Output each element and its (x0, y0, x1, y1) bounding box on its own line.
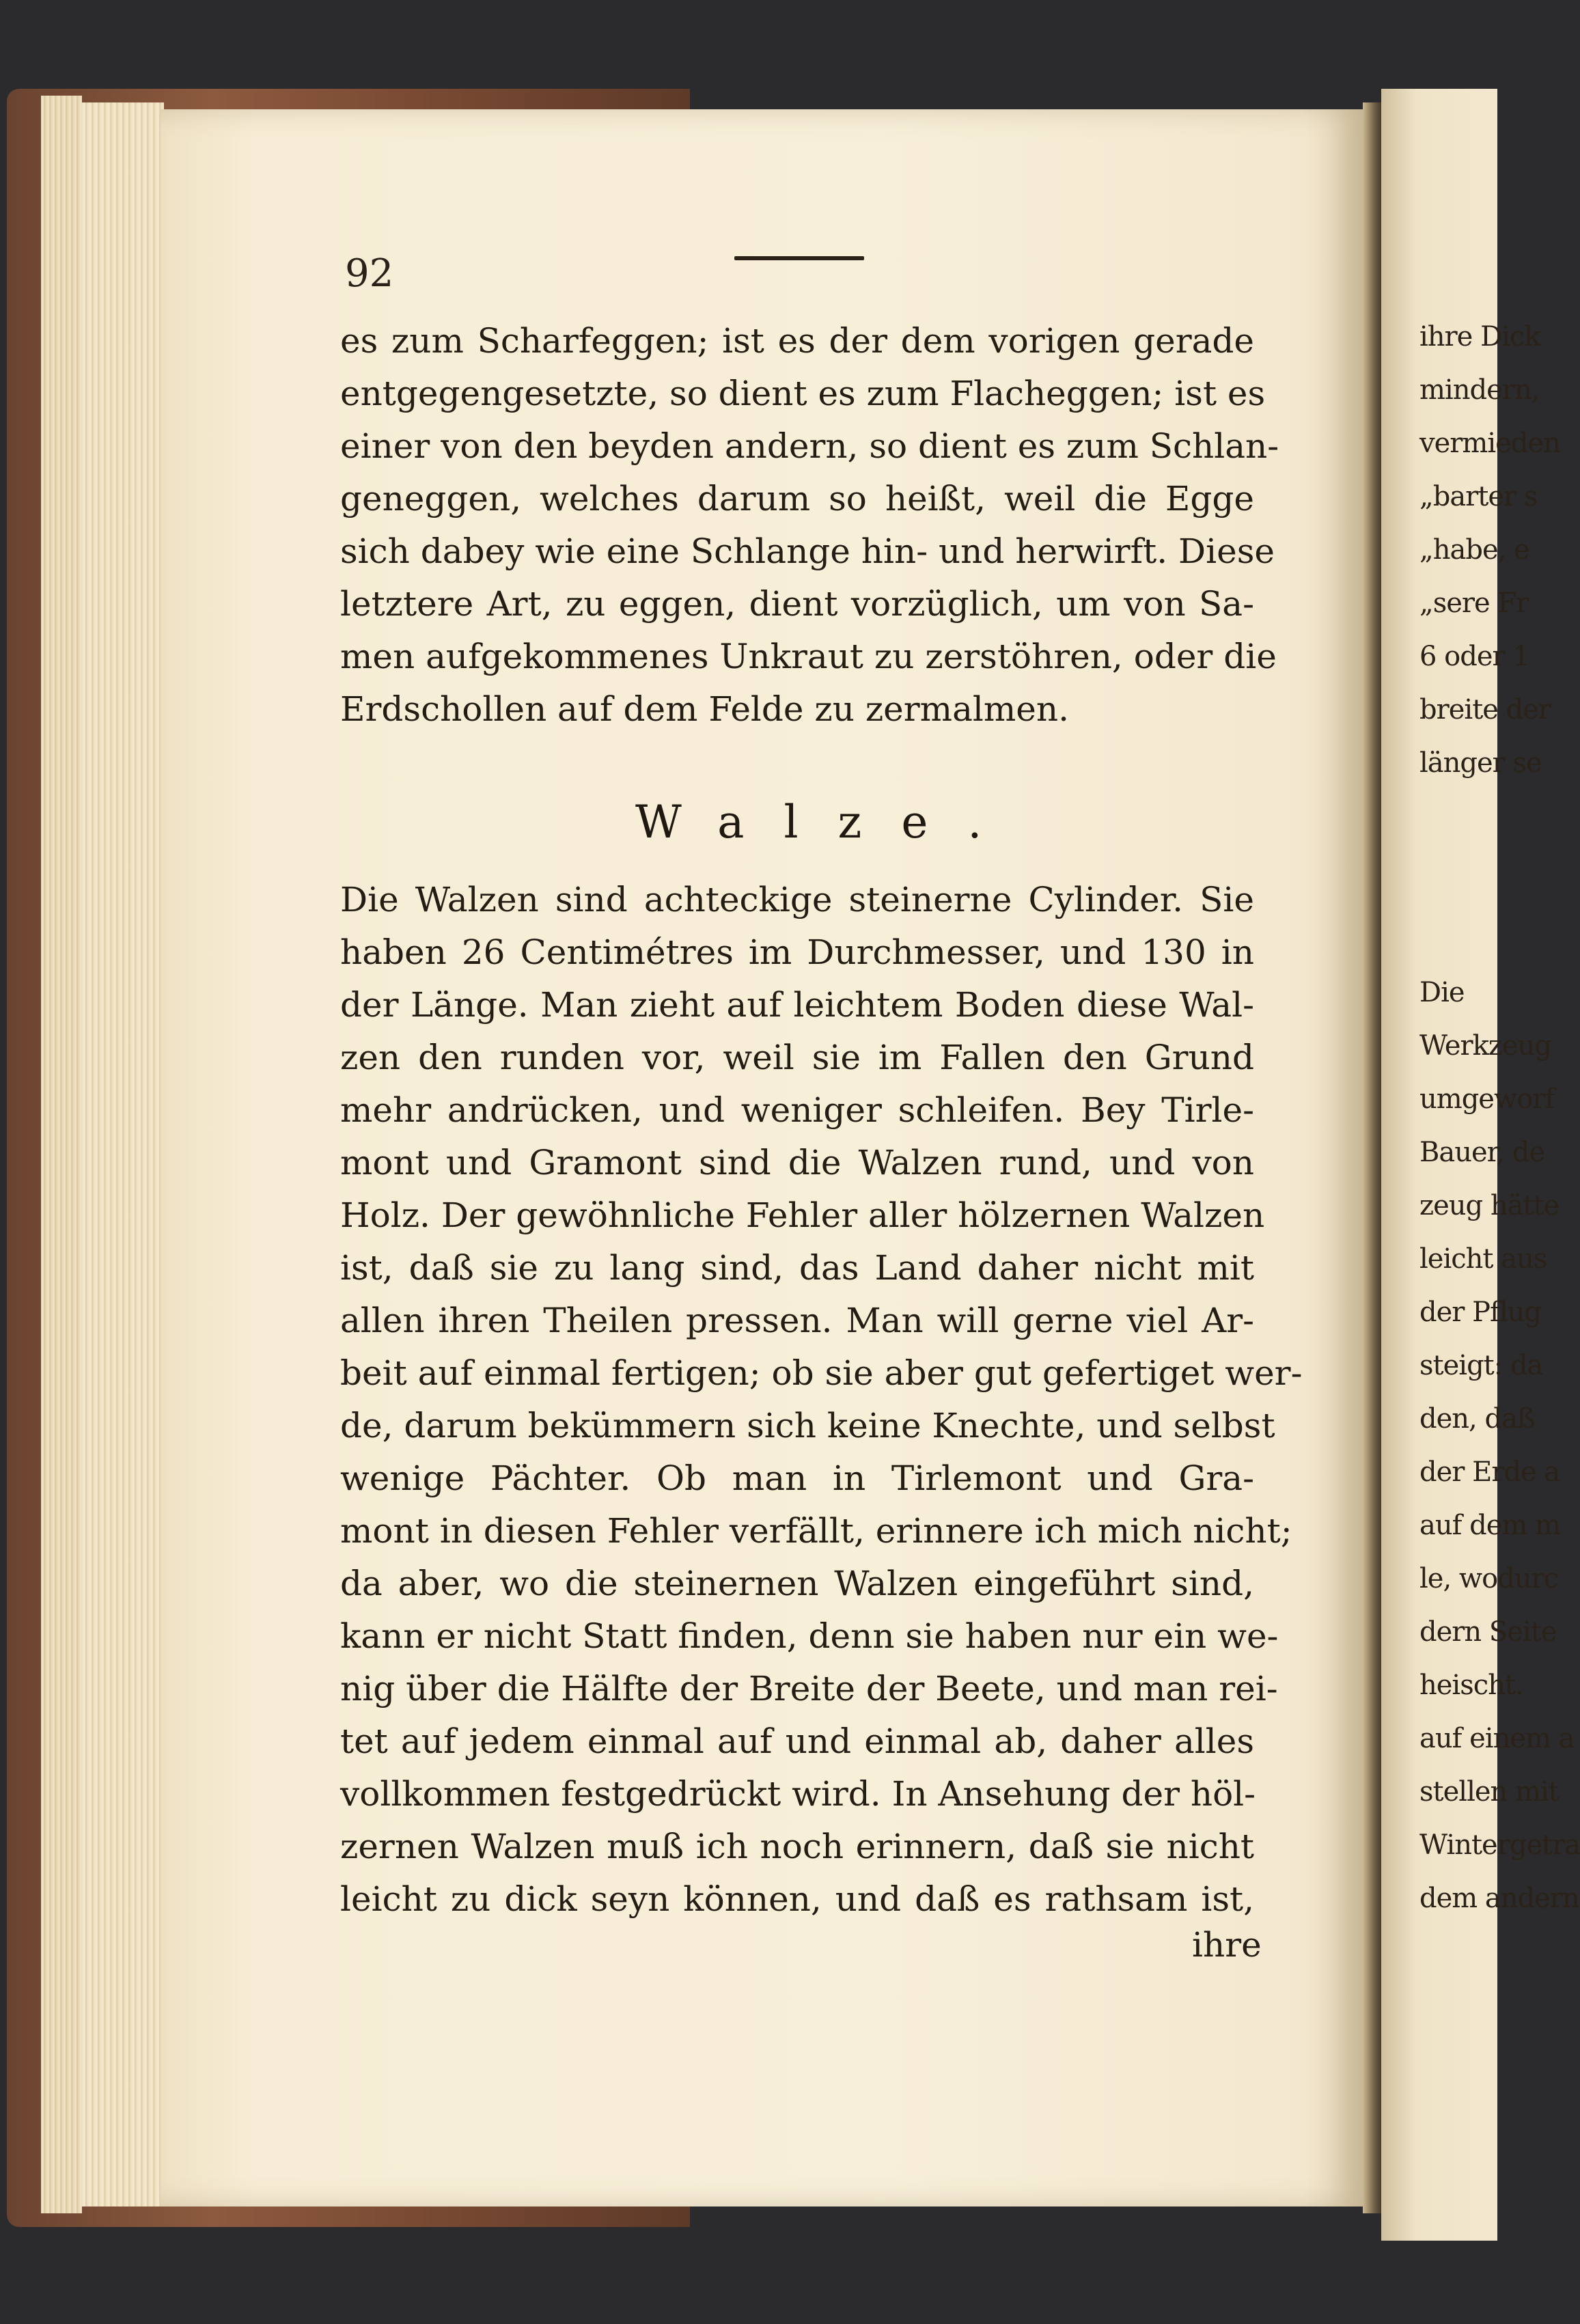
text-line: Holz. Der gewöhnliche Fehler aller hölzernen Walzen (340, 1195, 1265, 1235)
catchword: ihre (1192, 1925, 1262, 1965)
facing-text-line: länger se (1419, 747, 1542, 779)
facing-text-line: auf einem a (1419, 1723, 1575, 1754)
facing-text-line: den, daß (1419, 1403, 1535, 1435)
text-line: Erdschollen auf dem Felde zu zermalmen. (340, 689, 1069, 729)
text-line: zernen Walzen muß ich noch erinnern, daß sie nicht (340, 1827, 1254, 1866)
facing-text-line: Die (1419, 977, 1465, 1008)
text-line: beit auf einmal fertigen; ob sie aber gut gefertiget wer- (340, 1353, 1303, 1393)
text-line: mont und Gramont sind die Walzen rund, und von (340, 1143, 1254, 1182)
facing-text-line: mindern, (1419, 374, 1540, 406)
text-line: letztere Art, zu eggen, dient vorzüglich, um von Sa- (340, 584, 1254, 624)
text-line: men aufgekommenes Unkraut zu zerstöhren, oder die (340, 637, 1277, 676)
header-rule (734, 256, 864, 260)
facing-text-line: vermieden (1419, 428, 1560, 459)
text-line: der Länge. Man zieht auf leichtem Boden diese Wal- (340, 985, 1254, 1025)
facing-text-line: ihre Dick (1419, 321, 1540, 352)
facing-text-line: dem andern (1419, 1883, 1579, 1914)
facing-text-line: der Pflug (1419, 1297, 1541, 1328)
facing-page (1381, 89, 1580, 2241)
facing-text-line: „barter s (1419, 481, 1538, 512)
text-line: wenige Pächter. Ob man in Tirlemont und Gra- (340, 1458, 1254, 1498)
text-line: vollkommen festgedrückt wird. In Ansehung der höl- (340, 1774, 1256, 1814)
text-line: einer von den beyden andern, so dient es zum Schlan- (340, 426, 1279, 466)
facing-text-line: zeug hätte (1419, 1190, 1560, 1221)
section-heading: Walze. (635, 796, 1022, 848)
text-line: haben 26 Centimétres im Durchmesser, und 130 in (340, 932, 1254, 972)
facing-text-line: le, wodurc (1419, 1563, 1559, 1594)
facing-text-line: auf dem m (1419, 1510, 1560, 1541)
text-line: allen ihren Theilen pressen. Man will gerne viel Ar- (340, 1301, 1254, 1340)
facing-text-line: 6 oder 1 (1419, 641, 1529, 672)
page-number: 92 (345, 251, 394, 296)
facing-text-line: umgeworf (1419, 1083, 1555, 1115)
text-line: da aber, wo die steinernen Walzen eingeführt sind, (340, 1564, 1254, 1603)
text-line: geneggen, welches darum so heißt, weil die Egge (340, 479, 1254, 518)
text-line: entgegengesetzte, so dient es zum Flacheggen; ist es (340, 374, 1266, 413)
book-gutter (1363, 102, 1383, 2213)
text-line: zen den runden vor, weil sie im Fallen den Grund (340, 1038, 1254, 1077)
facing-text-line: stellen mit (1419, 1776, 1559, 1808)
facing-text-line: Bauer, de (1419, 1137, 1545, 1168)
facing-text-line: Werkzeug (1419, 1030, 1551, 1062)
text-line: sich dabey wie eine Schlange hin- und herwirft. Diese (340, 531, 1275, 571)
text-line: es zum Scharfeggen; ist es der dem vorigen gerade (340, 321, 1254, 361)
text-line: Die Walzen sind achteckige steinerne Cylinder. Sie (340, 880, 1254, 919)
text-line: kann er nicht Statt finden, denn sie haben nur ein we- (340, 1616, 1279, 1656)
text-line: de, darum bekümmern sich keine Knechte, und selbst (340, 1406, 1275, 1445)
facing-text-line: dern Seite (1419, 1616, 1557, 1648)
facing-text-line: der Erde a (1419, 1456, 1560, 1488)
facing-text-line: „habe, e (1419, 534, 1529, 566)
text-line: ist, daß sie zu lang sind, das Land daher nicht mit (340, 1248, 1254, 1288)
text-line: tet auf jedem einmal auf und einmal ab, daher alles (340, 1721, 1254, 1761)
facing-text-line: leicht aus (1419, 1243, 1547, 1275)
text-line: mehr andrücken, und weniger schleifen. Bey Tirle- (340, 1090, 1254, 1130)
facing-text-line: „sere Fr (1419, 587, 1529, 619)
text-line: nig über die Hälfte der Breite der Beete, und man rei- (340, 1669, 1278, 1709)
facing-text-line: heischt. (1419, 1670, 1523, 1701)
page-edges (41, 96, 82, 2213)
page-stack (82, 102, 164, 2207)
text-line: mont in diesen Fehler verfällt, erinnere ich mich nicht; (340, 1511, 1292, 1551)
facing-text-line: Wintergetra (1419, 1829, 1580, 1861)
facing-text-line: breite der (1419, 694, 1551, 725)
facing-text-line: steigt: da (1419, 1350, 1543, 1381)
text-line: leicht zu dick seyn können, und daß es rathsam ist, (340, 1879, 1254, 1919)
